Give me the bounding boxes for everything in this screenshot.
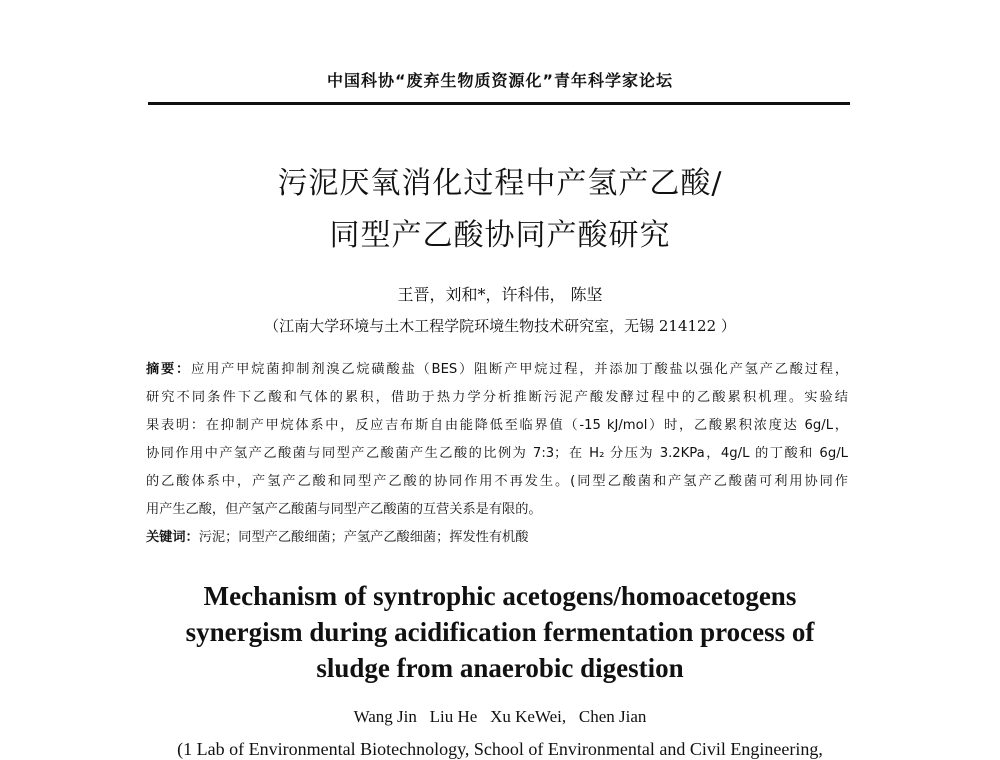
abstract-line: 的乙酸体系中，产氢产乙酸和同型产乙酸的协同作用不再发生。(同型乙酸菌和产氢产乙酸菌可利用协同作 bbox=[146, 474, 848, 489]
english-affiliation: (1 Lab of Environmental Biotechnology, School of Environmental and Civil Engineering, bbox=[177, 739, 823, 759]
abstract-line: 协同作用中产氢产乙酸菌与同型产乙酸菌产生乙酸的比例为 7:3；在 H₂ 分压为 3.2KPa，4g/L 的丁酸和 6g/L bbox=[146, 446, 848, 461]
chinese-title-line-2: 同型产乙酸协同产酸研究 bbox=[329, 218, 671, 253]
journal-header: 中国科协“废弃生物质资源化”青年科学家论坛 bbox=[326, 71, 674, 90]
keywords-line bbox=[146, 526, 848, 545]
header-rule bbox=[148, 102, 850, 105]
chinese-title-line-1: 污泥厌氧消化过程中产氢产乙酸/ bbox=[277, 166, 723, 201]
english-title-line-3: sludge from anaerobic digestion bbox=[316, 653, 684, 683]
english-title-line-1: Mechanism of syntrophic acetogens/homoacetogens bbox=[203, 581, 797, 611]
abstract-text: 应用产甲烷菌抑制剂溴乙烷磺酸盐（BES）阻断产甲烷过程，并添加丁酸盐以强化产氢产乙酸过程， bbox=[191, 362, 849, 377]
abstract-line: 研究不同条件下乙酸和气体的累积，借助于热力学分析推断污泥产酸发酵过程中的乙酸累积机理。实验结 bbox=[146, 390, 848, 405]
abstract-line bbox=[146, 358, 848, 377]
abstract-label: 摘要： bbox=[146, 362, 192, 377]
abstract-line: 果表明：在抑制产甲烷体系中，反应吉布斯自由能降低至临界值（-15 kJ/mol）时，乙酸累积浓度达 6g/L， bbox=[146, 418, 848, 433]
keywords-text: 污泥；同型产乙酸细菌；产氢产乙酸细菌；挥发性有机酸 bbox=[198, 530, 529, 545]
abstract-line: 用产生乙酸，但产氢产乙酸菌与同型产乙酸菌的互营关系是有限的。 bbox=[146, 502, 542, 517]
english-title-line-2: synergism during acidification fermentation process of bbox=[185, 617, 815, 647]
chinese-authors: 王晋，刘和*，许科伟， 陈坚 bbox=[397, 285, 603, 304]
chinese-affiliation: （江南大学环境与土木工程学院环境生物技术研究室，无锡 214122 ） bbox=[264, 317, 736, 335]
english-authors: Wang Jin Liu He Xu KeWei, Chen Jian bbox=[353, 707, 647, 726]
keywords-label: 关键词： bbox=[146, 530, 199, 545]
